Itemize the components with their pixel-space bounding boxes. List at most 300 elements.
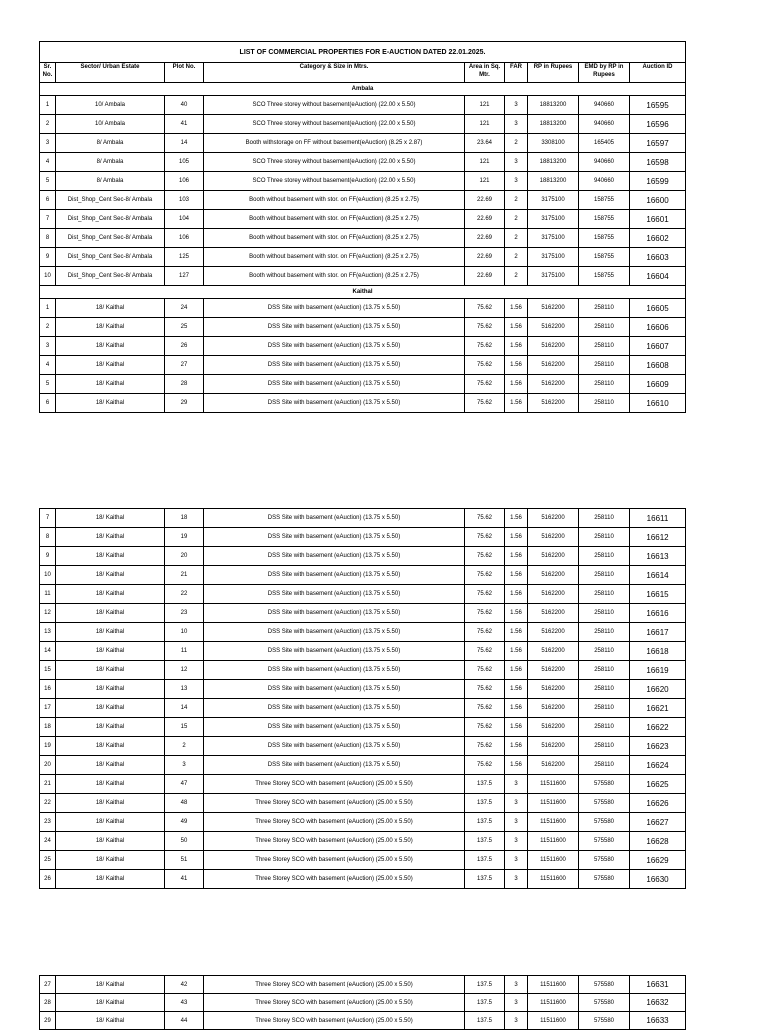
cell-auction-id: 16614 bbox=[630, 566, 686, 585]
cell-sector: Dist_Shop_Cent Sec-8/ Ambala bbox=[56, 210, 165, 229]
cell-auction-id: 16602 bbox=[630, 229, 686, 248]
cell-category: SCO Three storey without basement(eAuction) (22.00 x 5.50) bbox=[204, 96, 465, 115]
cell-plot-no: 50 bbox=[165, 832, 204, 851]
cell-category: Three Storey SCO with basement (eAuction) (25.00 x 5.50) bbox=[204, 832, 465, 851]
cell-auction-id: 16619 bbox=[630, 661, 686, 680]
cell-far: 1.56 bbox=[505, 528, 528, 547]
col-auction-id: Auction ID bbox=[630, 63, 686, 83]
cell-rp: 5162200 bbox=[528, 718, 579, 737]
cell-rp: 11511600 bbox=[528, 832, 579, 851]
table-row bbox=[40, 794, 686, 813]
cell-category: Booth without basement with stor. on FF(eAuction) (8.25 x 2.75) bbox=[204, 191, 465, 210]
cell-sr-no: 13 bbox=[40, 623, 56, 642]
cell-auction-id: 16629 bbox=[630, 851, 686, 870]
cell-area: 22.69 bbox=[465, 210, 505, 229]
cell-plot-no: 29 bbox=[165, 394, 204, 413]
section-header-ambala: Ambala bbox=[40, 83, 686, 96]
col-emd: EMD by RP in Rupees bbox=[579, 63, 630, 83]
cell-sr-no: 17 bbox=[40, 699, 56, 718]
cell-sr-no: 7 bbox=[40, 210, 56, 229]
cell-area: 75.62 bbox=[465, 566, 505, 585]
cell-plot-no: 106 bbox=[165, 229, 204, 248]
table-row bbox=[40, 153, 686, 172]
cell-area: 75.62 bbox=[465, 718, 505, 737]
cell-auction-id: 16617 bbox=[630, 623, 686, 642]
cell-area: 75.62 bbox=[465, 337, 505, 356]
cell-area: 75.62 bbox=[465, 699, 505, 718]
cell-area: 75.62 bbox=[465, 661, 505, 680]
cell-plot-no: 2 bbox=[165, 737, 204, 756]
cell-rp: 5162200 bbox=[528, 699, 579, 718]
table-row bbox=[40, 356, 686, 375]
cell-sr-no: 25 bbox=[40, 851, 56, 870]
cell-sector: 8/ Ambala bbox=[56, 153, 165, 172]
cell-auction-id: 16623 bbox=[630, 737, 686, 756]
table-row bbox=[40, 813, 686, 832]
cell-plot-no: 18 bbox=[165, 509, 204, 528]
cell-sector: 8/ Ambala bbox=[56, 172, 165, 191]
cell-sector: 18/ Kaithal bbox=[56, 375, 165, 394]
cell-auction-id: 16608 bbox=[630, 356, 686, 375]
cell-emd: 258110 bbox=[579, 318, 630, 337]
cell-sector: 18/ Kaithal bbox=[56, 585, 165, 604]
cell-sr-no: 12 bbox=[40, 604, 56, 623]
cell-far: 1.56 bbox=[505, 756, 528, 775]
cell-plot-no: 24 bbox=[165, 299, 204, 318]
cell-emd: 258110 bbox=[579, 299, 630, 318]
cell-emd: 258110 bbox=[579, 394, 630, 413]
cell-sector: 10/ Ambala bbox=[56, 115, 165, 134]
cell-sector: 18/ Kaithal bbox=[56, 718, 165, 737]
cell-area: 121 bbox=[465, 153, 505, 172]
cell-area: 75.62 bbox=[465, 604, 505, 623]
cell-sr-no: 4 bbox=[40, 356, 56, 375]
cell-far: 1.56 bbox=[505, 699, 528, 718]
cell-area: 121 bbox=[465, 96, 505, 115]
table-row bbox=[40, 699, 686, 718]
cell-rp: 18813200 bbox=[528, 115, 579, 134]
cell-plot-no: 103 bbox=[165, 191, 204, 210]
cell-far: 3 bbox=[505, 96, 528, 115]
cell-emd: 165405 bbox=[579, 134, 630, 153]
cell-sr-no: 15 bbox=[40, 661, 56, 680]
cell-category: DSS Site with basement (eAuction) (13.75 x 5.50) bbox=[204, 699, 465, 718]
cell-rp: 5162200 bbox=[528, 547, 579, 566]
cell-far: 3 bbox=[505, 775, 528, 794]
cell-far: 2 bbox=[505, 267, 528, 286]
cell-plot-no: 13 bbox=[165, 680, 204, 699]
cell-category: DSS Site with basement (eAuction) (13.75 x 5.50) bbox=[204, 661, 465, 680]
cell-emd: 258110 bbox=[579, 661, 630, 680]
col-category: Category & Size in Mtrs. bbox=[204, 63, 465, 83]
table-row bbox=[40, 718, 686, 737]
cell-category: Three Storey SCO with basement (eAuction) (25.00 x 5.50) bbox=[204, 851, 465, 870]
cell-category: DSS Site with basement (eAuction) (13.75 x 5.50) bbox=[204, 737, 465, 756]
cell-category: SCO Three storey without basement(eAuction) (22.00 x 5.50) bbox=[204, 115, 465, 134]
cell-sector: 18/ Kaithal bbox=[56, 337, 165, 356]
cell-sr-no: 5 bbox=[40, 375, 56, 394]
cell-auction-id: 16622 bbox=[630, 718, 686, 737]
cell-area: 22.69 bbox=[465, 191, 505, 210]
cell-far: 1.56 bbox=[505, 604, 528, 623]
table-row bbox=[40, 1012, 686, 1030]
cell-auction-id: 16616 bbox=[630, 604, 686, 623]
cell-sector: 18/ Kaithal bbox=[56, 699, 165, 718]
col-rp: RP in Rupees bbox=[528, 63, 579, 83]
cell-far: 2 bbox=[505, 229, 528, 248]
cell-sr-no: 27 bbox=[40, 976, 56, 994]
cell-emd: 575580 bbox=[579, 813, 630, 832]
cell-plot-no: 15 bbox=[165, 718, 204, 737]
cell-area: 121 bbox=[465, 115, 505, 134]
cell-emd: 575580 bbox=[579, 775, 630, 794]
cell-far: 3 bbox=[505, 172, 528, 191]
cell-area: 75.62 bbox=[465, 623, 505, 642]
cell-sr-no: 22 bbox=[40, 794, 56, 813]
cell-plot-no: 27 bbox=[165, 356, 204, 375]
cell-far: 1.56 bbox=[505, 585, 528, 604]
cell-plot-no: 21 bbox=[165, 566, 204, 585]
table-row bbox=[40, 191, 686, 210]
cell-category: Booth without basement with stor. on FF(eAuction) (8.25 x 2.75) bbox=[204, 267, 465, 286]
cell-far: 1.56 bbox=[505, 661, 528, 680]
cell-sector: 18/ Kaithal bbox=[56, 661, 165, 680]
cell-sr-no: 4 bbox=[40, 153, 56, 172]
cell-far: 1.56 bbox=[505, 318, 528, 337]
cell-plot-no: 14 bbox=[165, 134, 204, 153]
cell-rp: 3308100 bbox=[528, 134, 579, 153]
table-row bbox=[40, 832, 686, 851]
cell-auction-id: 16611 bbox=[630, 509, 686, 528]
cell-sector: 18/ Kaithal bbox=[56, 851, 165, 870]
cell-area: 75.62 bbox=[465, 394, 505, 413]
cell-auction-id: 16627 bbox=[630, 813, 686, 832]
cell-plot-no: 43 bbox=[165, 994, 204, 1012]
table-row bbox=[40, 870, 686, 889]
cell-far: 3 bbox=[505, 976, 528, 994]
cell-sector: 18/ Kaithal bbox=[56, 794, 165, 813]
cell-category: DSS Site with basement (eAuction) (13.75 x 5.50) bbox=[204, 299, 465, 318]
cell-auction-id: 16599 bbox=[630, 172, 686, 191]
cell-rp: 5162200 bbox=[528, 509, 579, 528]
cell-auction-id: 16632 bbox=[630, 994, 686, 1012]
cell-auction-id: 16630 bbox=[630, 870, 686, 889]
cell-emd: 258110 bbox=[579, 604, 630, 623]
cell-plot-no: 44 bbox=[165, 1012, 204, 1030]
col-far: FAR bbox=[505, 63, 528, 83]
cell-far: 3 bbox=[505, 153, 528, 172]
cell-sector: 18/ Kaithal bbox=[56, 547, 165, 566]
table-row bbox=[40, 337, 686, 356]
cell-emd: 258110 bbox=[579, 718, 630, 737]
cell-emd: 940660 bbox=[579, 115, 630, 134]
cell-sector: 18/ Kaithal bbox=[56, 994, 165, 1012]
cell-category: Three Storey SCO with basement (eAuction) (25.00 x 5.50) bbox=[204, 994, 465, 1012]
cell-category: DSS Site with basement (eAuction) (13.75 x 5.50) bbox=[204, 585, 465, 604]
cell-category: Booth without basement with stor. on FF(eAuction) (8.25 x 2.75) bbox=[204, 248, 465, 267]
table-row bbox=[40, 976, 686, 994]
cell-plot-no: 51 bbox=[165, 851, 204, 870]
cell-sector: 18/ Kaithal bbox=[56, 870, 165, 889]
cell-sr-no: 10 bbox=[40, 566, 56, 585]
cell-area: 75.62 bbox=[465, 642, 505, 661]
cell-category: DSS Site with basement (eAuction) (13.75 x 5.50) bbox=[204, 337, 465, 356]
cell-sr-no: 24 bbox=[40, 832, 56, 851]
cell-category: Three Storey SCO with basement (eAuction) (25.00 x 5.50) bbox=[204, 794, 465, 813]
cell-sr-no: 1 bbox=[40, 96, 56, 115]
cell-sector: Dist_Shop_Cent Sec-8/ Ambala bbox=[56, 191, 165, 210]
cell-emd: 258110 bbox=[579, 680, 630, 699]
property-table-page-1 bbox=[39, 41, 686, 413]
cell-auction-id: 16625 bbox=[630, 775, 686, 794]
cell-auction-id: 16605 bbox=[630, 299, 686, 318]
table-row bbox=[40, 775, 686, 794]
cell-rp: 3175100 bbox=[528, 248, 579, 267]
cell-area: 75.62 bbox=[465, 680, 505, 699]
cell-auction-id: 16628 bbox=[630, 832, 686, 851]
table-row bbox=[40, 172, 686, 191]
cell-auction-id: 16609 bbox=[630, 375, 686, 394]
cell-rp: 11511600 bbox=[528, 794, 579, 813]
cell-emd: 258110 bbox=[579, 547, 630, 566]
cell-category: DSS Site with basement (eAuction) (13.75 x 5.50) bbox=[204, 394, 465, 413]
cell-area: 22.69 bbox=[465, 229, 505, 248]
cell-sr-no: 8 bbox=[40, 528, 56, 547]
cell-rp: 3175100 bbox=[528, 210, 579, 229]
table-row bbox=[40, 115, 686, 134]
cell-sector: 18/ Kaithal bbox=[56, 775, 165, 794]
cell-far: 3 bbox=[505, 994, 528, 1012]
cell-sector: 18/ Kaithal bbox=[56, 642, 165, 661]
cell-category: DSS Site with basement (eAuction) (13.75 x 5.50) bbox=[204, 375, 465, 394]
cell-emd: 940660 bbox=[579, 153, 630, 172]
cell-rp: 11511600 bbox=[528, 1012, 579, 1030]
cell-far: 3 bbox=[505, 115, 528, 134]
cell-far: 3 bbox=[505, 1012, 528, 1030]
cell-area: 137.5 bbox=[465, 813, 505, 832]
cell-rp: 11511600 bbox=[528, 851, 579, 870]
table-row bbox=[40, 851, 686, 870]
cell-sr-no: 1 bbox=[40, 299, 56, 318]
cell-sector: 18/ Kaithal bbox=[56, 623, 165, 642]
cell-far: 1.56 bbox=[505, 718, 528, 737]
property-table-page-3 bbox=[39, 975, 686, 1030]
cell-area: 22.69 bbox=[465, 248, 505, 267]
cell-sr-no: 29 bbox=[40, 1012, 56, 1030]
table-row bbox=[40, 547, 686, 566]
cell-rp: 5162200 bbox=[528, 642, 579, 661]
cell-emd: 575580 bbox=[579, 1012, 630, 1030]
cell-plot-no: 41 bbox=[165, 870, 204, 889]
table-row bbox=[40, 566, 686, 585]
cell-sector: 18/ Kaithal bbox=[56, 813, 165, 832]
cell-emd: 158755 bbox=[579, 191, 630, 210]
cell-sector: 18/ Kaithal bbox=[56, 299, 165, 318]
cell-rp: 5162200 bbox=[528, 566, 579, 585]
cell-far: 1.56 bbox=[505, 680, 528, 699]
table-row bbox=[40, 134, 686, 153]
cell-sector: 18/ Kaithal bbox=[56, 604, 165, 623]
cell-sr-no: 7 bbox=[40, 509, 56, 528]
cell-sector: 18/ Kaithal bbox=[56, 528, 165, 547]
cell-rp: 3175100 bbox=[528, 191, 579, 210]
cell-plot-no: 19 bbox=[165, 528, 204, 547]
cell-far: 1.56 bbox=[505, 566, 528, 585]
cell-auction-id: 16624 bbox=[630, 756, 686, 775]
cell-auction-id: 16603 bbox=[630, 248, 686, 267]
table-row bbox=[40, 299, 686, 318]
cell-category: DSS Site with basement (eAuction) (13.75 x 5.50) bbox=[204, 528, 465, 547]
cell-far: 1.56 bbox=[505, 337, 528, 356]
cell-category: SCO Three storey without basement(eAuction) (22.00 x 5.50) bbox=[204, 172, 465, 191]
col-area: Area in Sq. Mtr. bbox=[465, 63, 505, 83]
cell-auction-id: 16610 bbox=[630, 394, 686, 413]
cell-sr-no: 6 bbox=[40, 191, 56, 210]
cell-sector: Dist_Shop_Cent Sec-8/ Ambala bbox=[56, 248, 165, 267]
cell-sector: 18/ Kaithal bbox=[56, 976, 165, 994]
cell-category: DSS Site with basement (eAuction) (13.75 x 5.50) bbox=[204, 318, 465, 337]
cell-plot-no: 25 bbox=[165, 318, 204, 337]
cell-sr-no: 3 bbox=[40, 134, 56, 153]
cell-sr-no: 18 bbox=[40, 718, 56, 737]
cell-category: DSS Site with basement (eAuction) (13.75 x 5.50) bbox=[204, 680, 465, 699]
cell-area: 75.62 bbox=[465, 299, 505, 318]
cell-plot-no: 14 bbox=[165, 699, 204, 718]
cell-auction-id: 16600 bbox=[630, 191, 686, 210]
cell-area: 137.5 bbox=[465, 1012, 505, 1030]
cell-emd: 258110 bbox=[579, 756, 630, 775]
cell-rp: 5162200 bbox=[528, 394, 579, 413]
cell-area: 121 bbox=[465, 172, 505, 191]
cell-emd: 575580 bbox=[579, 851, 630, 870]
cell-sector: 18/ Kaithal bbox=[56, 680, 165, 699]
cell-sector: 18/ Kaithal bbox=[56, 737, 165, 756]
cell-rp: 11511600 bbox=[528, 870, 579, 889]
cell-sector: 18/ Kaithal bbox=[56, 318, 165, 337]
cell-area: 75.62 bbox=[465, 737, 505, 756]
cell-rp: 5162200 bbox=[528, 623, 579, 642]
cell-plot-no: 26 bbox=[165, 337, 204, 356]
cell-rp: 5162200 bbox=[528, 299, 579, 318]
cell-plot-no: 12 bbox=[165, 661, 204, 680]
cell-far: 3 bbox=[505, 832, 528, 851]
table-row bbox=[40, 210, 686, 229]
table-row bbox=[40, 737, 686, 756]
cell-auction-id: 16595 bbox=[630, 96, 686, 115]
cell-emd: 258110 bbox=[579, 585, 630, 604]
cell-plot-no: 28 bbox=[165, 375, 204, 394]
cell-auction-id: 16633 bbox=[630, 1012, 686, 1030]
cell-far: 2 bbox=[505, 134, 528, 153]
cell-category: DSS Site with basement (eAuction) (13.75 x 5.50) bbox=[204, 547, 465, 566]
table-row bbox=[40, 680, 686, 699]
cell-plot-no: 42 bbox=[165, 976, 204, 994]
table-row bbox=[40, 585, 686, 604]
cell-area: 75.62 bbox=[465, 318, 505, 337]
cell-plot-no: 11 bbox=[165, 642, 204, 661]
cell-rp: 5162200 bbox=[528, 604, 579, 623]
table-row bbox=[40, 96, 686, 115]
cell-sector: 8/ Ambala bbox=[56, 134, 165, 153]
cell-far: 1.56 bbox=[505, 737, 528, 756]
cell-category: Three Storey SCO with basement (eAuction) (25.00 x 5.50) bbox=[204, 813, 465, 832]
cell-rp: 18813200 bbox=[528, 153, 579, 172]
table-row bbox=[40, 994, 686, 1012]
cell-rp: 3175100 bbox=[528, 229, 579, 248]
cell-emd: 258110 bbox=[579, 566, 630, 585]
cell-category: Booth withstorage on FF without basement(eAuction) (8.25 x 2.87) bbox=[204, 134, 465, 153]
cell-area: 137.5 bbox=[465, 775, 505, 794]
cell-emd: 258110 bbox=[579, 375, 630, 394]
cell-emd: 158755 bbox=[579, 229, 630, 248]
cell-sr-no: 2 bbox=[40, 318, 56, 337]
cell-emd: 258110 bbox=[579, 356, 630, 375]
cell-emd: 575580 bbox=[579, 870, 630, 889]
cell-auction-id: 16601 bbox=[630, 210, 686, 229]
col-sr-no: Sr. No. bbox=[40, 63, 56, 83]
cell-auction-id: 16621 bbox=[630, 699, 686, 718]
cell-sector: 18/ Kaithal bbox=[56, 394, 165, 413]
cell-sr-no: 19 bbox=[40, 737, 56, 756]
cell-area: 75.62 bbox=[465, 756, 505, 775]
cell-area: 137.5 bbox=[465, 851, 505, 870]
section-header-kaithal: Kaithal bbox=[40, 286, 686, 299]
cell-category: Booth without basement with stor. on FF(eAuction) (8.25 x 2.75) bbox=[204, 229, 465, 248]
cell-emd: 575580 bbox=[579, 794, 630, 813]
property-table-page-2 bbox=[39, 508, 686, 889]
table-row bbox=[40, 267, 686, 286]
cell-rp: 3175100 bbox=[528, 267, 579, 286]
cell-sr-no: 28 bbox=[40, 994, 56, 1012]
cell-far: 3 bbox=[505, 851, 528, 870]
cell-emd: 575580 bbox=[579, 976, 630, 994]
cell-auction-id: 16613 bbox=[630, 547, 686, 566]
table-row bbox=[40, 229, 686, 248]
cell-auction-id: 16606 bbox=[630, 318, 686, 337]
cell-plot-no: 40 bbox=[165, 96, 204, 115]
table-row bbox=[40, 318, 686, 337]
cell-emd: 158755 bbox=[579, 210, 630, 229]
cell-far: 3 bbox=[505, 794, 528, 813]
document-title: LIST OF COMMERCIAL PROPERTIES FOR E-AUCTION DATED 22.01.2025. bbox=[40, 42, 686, 63]
cell-sector: 18/ Kaithal bbox=[56, 1012, 165, 1030]
cell-sr-no: 14 bbox=[40, 642, 56, 661]
cell-category: DSS Site with basement (eAuction) (13.75 x 5.50) bbox=[204, 642, 465, 661]
cell-auction-id: 16597 bbox=[630, 134, 686, 153]
col-sector: Sector/ Urban Estate bbox=[56, 63, 165, 83]
cell-category: Three Storey SCO with basement (eAuction) (25.00 x 5.50) bbox=[204, 1012, 465, 1030]
cell-emd: 575580 bbox=[579, 994, 630, 1012]
cell-rp: 5162200 bbox=[528, 680, 579, 699]
cell-area: 137.5 bbox=[465, 994, 505, 1012]
cell-area: 75.62 bbox=[465, 547, 505, 566]
cell-emd: 258110 bbox=[579, 337, 630, 356]
cell-sector: Dist_Shop_Cent Sec-8/ Ambala bbox=[56, 229, 165, 248]
cell-rp: 5162200 bbox=[528, 528, 579, 547]
cell-plot-no: 127 bbox=[165, 267, 204, 286]
cell-plot-no: 48 bbox=[165, 794, 204, 813]
cell-area: 137.5 bbox=[465, 870, 505, 889]
cell-category: SCO Three storey without basement(eAuction) (22.00 x 5.50) bbox=[204, 153, 465, 172]
cell-sector: 10/ Ambala bbox=[56, 96, 165, 115]
cell-plot-no: 3 bbox=[165, 756, 204, 775]
cell-category: DSS Site with basement (eAuction) (13.75 x 5.50) bbox=[204, 356, 465, 375]
cell-area: 22.69 bbox=[465, 267, 505, 286]
cell-sr-no: 21 bbox=[40, 775, 56, 794]
cell-plot-no: 125 bbox=[165, 248, 204, 267]
cell-emd: 258110 bbox=[579, 623, 630, 642]
table-row bbox=[40, 375, 686, 394]
